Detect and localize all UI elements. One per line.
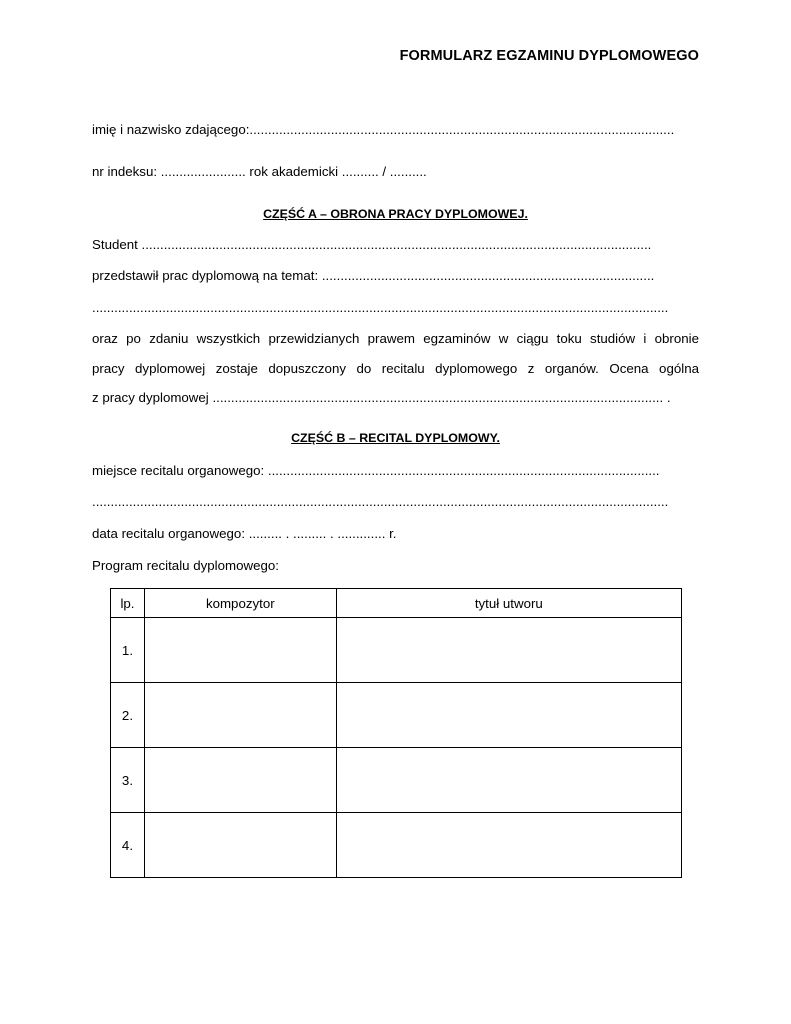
thesis-grade-field-line: z pracy dyplomowej .......................................................................................................................... . — [92, 390, 671, 405]
admission-paragraph-line-2: pracy dyplomowej zostaje dopuszczony do recitalu dyplomowego z organów. Ocena ogólna — [92, 361, 699, 376]
recital-program-table — [110, 588, 682, 878]
section-b-heading: CZĘŚĆ B – RECITAL DYPLOMOWY. — [291, 431, 500, 445]
section-a-heading: CZĘŚĆ A – OBRONA PRACY DYPLOMOWEJ. — [263, 207, 528, 221]
recital-place-continuation-line: ............................................................................................................................................................ — [92, 494, 669, 509]
composer-cell[interactable] — [144, 683, 336, 748]
name-field-line: imię i nazwisko zdającego:................................................................................................................... — [92, 122, 675, 137]
piece-title-cell[interactable] — [336, 683, 681, 748]
program-label: Program recitalu dyplomowego: — [92, 558, 279, 573]
table-row — [111, 618, 682, 683]
table-header-row — [111, 589, 682, 618]
header-composer: kompozytor — [144, 589, 336, 618]
index-year-field-line: nr indeksu: ....................... rok akademicki .......... / .......... — [92, 164, 427, 179]
recital-place-field-line: miejsce recitalu organowego: .......................................................................................................... — [92, 463, 660, 478]
row-number: 2. — [111, 683, 145, 748]
row-number: 4. — [111, 813, 145, 878]
thesis-topic-field-line: przedstawił prac dyplomową na temat: .......................................................................................... — [92, 268, 655, 283]
composer-cell[interactable] — [144, 813, 336, 878]
piece-title-cell[interactable] — [336, 618, 681, 683]
piece-title-cell[interactable] — [336, 813, 681, 878]
piece-title-cell[interactable] — [336, 748, 681, 813]
row-number: 3. — [111, 748, 145, 813]
header-lp: lp. — [111, 589, 145, 618]
admission-paragraph-line-1: oraz po zdaniu wszystkich przewidzianych prawem egzaminów w ciągu toku studiów i obronie — [92, 331, 699, 346]
table-row — [111, 748, 682, 813]
table-row — [111, 813, 682, 878]
row-number: 1. — [111, 618, 145, 683]
composer-cell[interactable] — [144, 748, 336, 813]
header-piece-title: tytuł utworu — [336, 589, 681, 618]
composer-cell[interactable] — [144, 618, 336, 683]
table-row — [111, 683, 682, 748]
student-field-line: Student .......................................................................................................................................... — [92, 237, 652, 252]
recital-date-field-line: data recitalu organowego: ......... . ......... . ............. r. — [92, 526, 397, 541]
form-title: FORMULARZ EGZAMINU DYPLOMOWEGO — [399, 48, 699, 64]
thesis-topic-continuation-line: ............................................................................................................................................................ — [92, 300, 669, 315]
